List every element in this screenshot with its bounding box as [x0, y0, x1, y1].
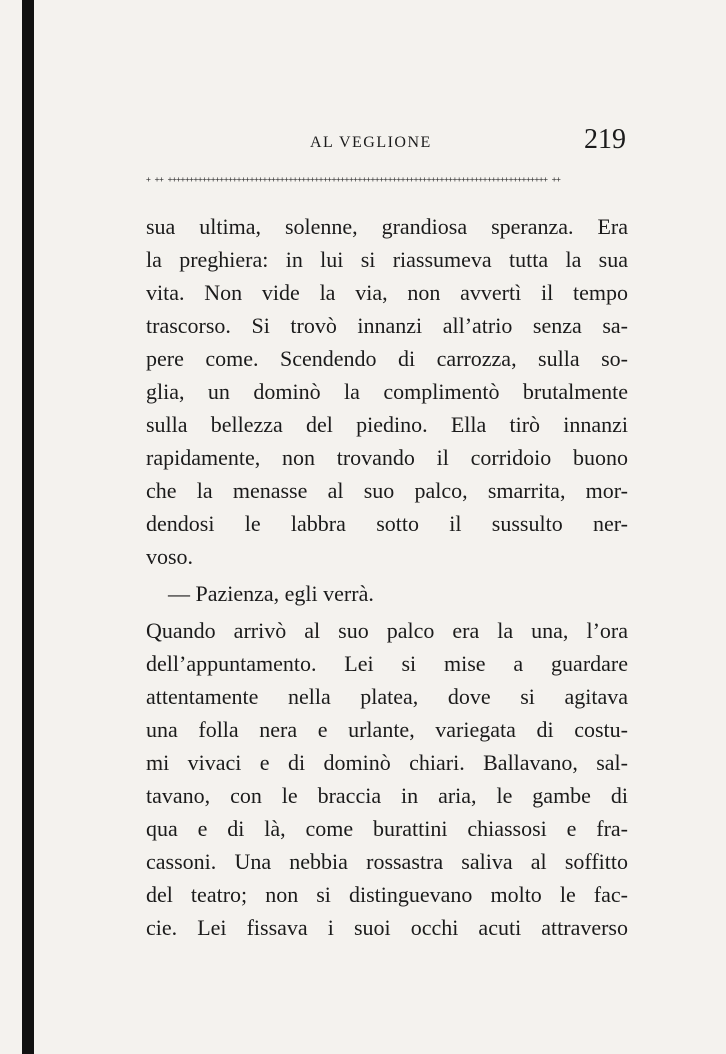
text-line: tavano, con le braccia in aria, le gambe di [146, 783, 628, 808]
page-number: 219 [584, 124, 626, 155]
text-line: cie. Lei fissava i suoi occhi acuti attraverso [146, 915, 628, 940]
text-line: mi vivaci e di dominò chiari. Ballavano, sal- [146, 750, 628, 775]
text-line: una folla nera e urlante, variegata di costu- [146, 717, 628, 742]
text-line: che la menasse al suo palco, smarrita, mor- [146, 478, 628, 503]
text-line: rapidamente, non trovando il corridoio buono [146, 445, 628, 470]
text-line: qua e di là, come burattini chiassosi e fra- [146, 816, 628, 841]
text-line: dell’appuntamento. Lei si mise a guardare [146, 651, 628, 676]
text-line: voso. [146, 544, 194, 569]
text-line: pere come. Scendendo di carrozza, sulla so- [146, 346, 628, 371]
text-line: cassoni. Una nebbia rossastra saliva al soffitto [146, 849, 628, 874]
text-line: glia, un dominò la complimentò brutalmente [146, 379, 628, 404]
book-spine-shadow [22, 0, 34, 1054]
ornamental-rule: + ++ ++++++++++++++++++++++++++++++++++++++++++++++++++++++++++++++++++++++++++++++++++++++++ ++ [146, 176, 561, 184]
text-line: vita. Non vide la via, non avvertì il tempo [146, 280, 628, 305]
running-head: AL VEGLIONE [310, 134, 432, 151]
text-line: sua ultima, solenne, grandiosa speranza. Era [146, 214, 628, 239]
text-line: attentamente nella platea, dove si agitava [146, 684, 628, 709]
body-text [146, 210, 628, 944]
text-line: dendosi le labbra sotto il sussulto ner- [146, 511, 628, 536]
text-line: del teatro; non si distinguevano molto le fac- [146, 882, 628, 907]
dialogue-line: — Pazienza, egli verrà. [168, 581, 374, 606]
text-line: sulla bellezza del piedino. Ella tirò innanzi [146, 412, 628, 437]
page-header [146, 120, 626, 160]
text-line: la preghiera: in lui si riassumeva tutta la sua [146, 247, 628, 272]
text-line: trascorso. Si trovò innanzi all’atrio senza sa- [146, 313, 628, 338]
paragraph-start-line: Quando arrivò al suo palco era la una, l’ora [146, 618, 628, 643]
